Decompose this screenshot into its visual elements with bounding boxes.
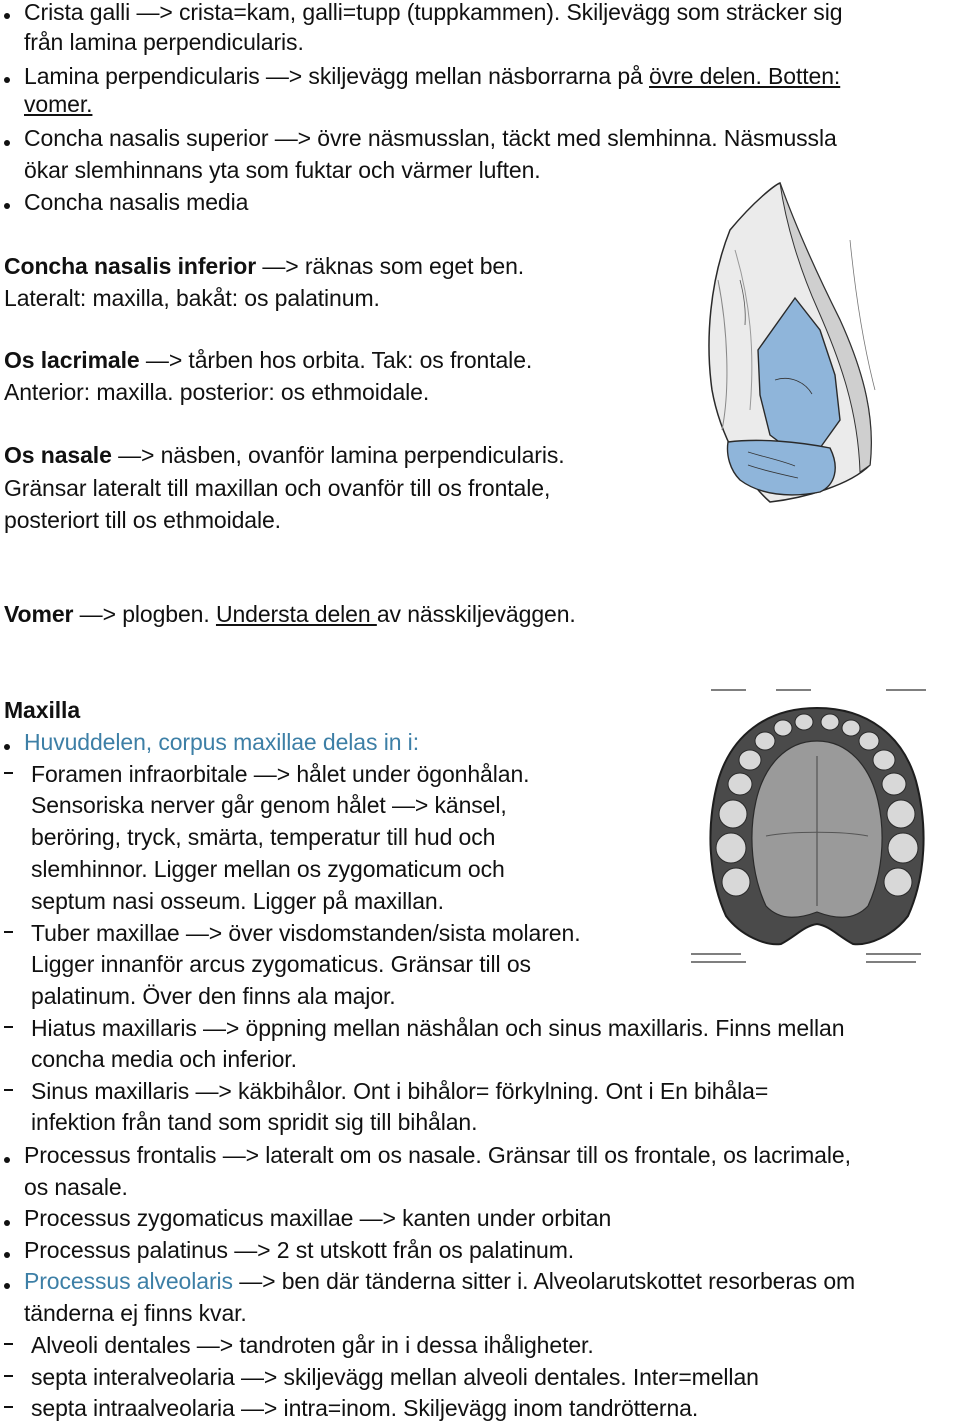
tuber-line3: palatinum. Över den finns ala major.	[31, 983, 396, 1009]
bullet-icon	[4, 1220, 10, 1226]
maxilla-heading: Maxilla	[4, 697, 81, 723]
vomer-line	[4, 600, 576, 628]
maxilla-palate-figure	[686, 686, 948, 976]
os-nasale-text: —> näsben, ovanför lamina perpendicularis.	[111, 442, 565, 468]
concha-inferior-text: —> räknas som eget ben.	[256, 253, 525, 279]
concha-inferior-line1	[4, 252, 524, 280]
bullet-icon	[4, 1252, 10, 1258]
os-nasale-line3: posteriort till os ethmoidale.	[4, 507, 281, 533]
lamina-perpendicularis-line1	[24, 62, 840, 90]
palatinus-line: Processus palatinus —> 2 st utskott från os palatinum.	[24, 1237, 575, 1263]
os-nasale-line2: Gränsar lateralt till maxillan och ovanför till os frontale,	[4, 475, 551, 501]
dash-icon	[4, 931, 13, 933]
foramen-line2: Sensoriska nerver går genom hålet —> känsel,	[31, 792, 507, 818]
nasal-septum-figure	[700, 180, 910, 520]
dash-icon	[4, 1406, 13, 1408]
os-lacrimale-term: Os lacrimale	[4, 347, 140, 373]
sinus-line1: Sinus maxillaris —> käkbihålor. Ont i bihålor= förkylning. Ont i En bihåla=	[31, 1078, 769, 1104]
alveolaris-line2: tänderna ej finns kvar.	[24, 1300, 247, 1326]
tuber-line1: Tuber maxillae —> över visdomstanden/sista molaren.	[31, 920, 581, 946]
corpus-maxillae-line: Huvuddelen, corpus maxillae delas in i:	[24, 729, 419, 755]
sinus-line2: infektion från tand som spridit sig till bihålan.	[31, 1109, 478, 1135]
vomer-text-end: av nässkiljeväggen.	[376, 601, 576, 627]
interalveolaria-line: septa interalveolaria —> skiljevägg mellan alveoli dentales. Inter=mellan	[31, 1364, 759, 1390]
os-lacrimale-text: —> tårben hos orbita. Tak: os frontale.	[139, 347, 533, 373]
alveolaris-text: —> ben där tänderna sitter i. Alveolarutskottet resorberas om	[232, 1268, 856, 1294]
nasal-septum-illustration-icon	[700, 180, 910, 520]
bullet-icon	[4, 1283, 10, 1289]
maxilla-palate-illustration-icon	[686, 686, 948, 976]
bullet-icon	[4, 13, 10, 19]
dash-icon	[4, 772, 13, 774]
intraalveolaria-line: septa intraalveolaria —> intra=inom. Skiljevägg inom tandrötterna.	[31, 1395, 699, 1421]
foramen-line1: Foramen infraorbitale —> hålet under ögonhålan.	[31, 761, 530, 787]
os-nasale-term: Os nasale	[4, 442, 112, 468]
dash-icon	[4, 1343, 13, 1345]
vomer-text: —> plogben.	[73, 601, 216, 627]
lamina-text: Lamina perpendicularis —> skiljevägg mellan näsborrarna på	[24, 63, 650, 89]
bullet-icon	[4, 77, 10, 83]
alveolaris-line1	[24, 1267, 855, 1295]
vomer-term: Vomer	[4, 601, 74, 627]
foramen-line4: slemhinnor. Ligger mellan os zygomaticum och	[31, 856, 505, 882]
concha-media-line: Concha nasalis media	[24, 189, 249, 215]
concha-inferior-line2: Lateralt: maxilla, bakåt: os palatinum.	[4, 285, 380, 311]
dash-icon	[4, 1026, 13, 1028]
crista-galli-line2: från lamina perpendicularis.	[24, 29, 304, 55]
lamina-link-vomer[interactable]: vomer.	[24, 91, 93, 117]
hiatus-line2: concha media och inferior.	[31, 1046, 297, 1072]
alveoli-line: Alveoli dentales —> tandroten går in i dessa ihåligheter.	[31, 1332, 594, 1358]
os-nasale-line1	[4, 441, 565, 469]
bullet-icon	[4, 203, 10, 209]
foramen-line3: beröring, tryck, smärta, temperatur till hud och	[31, 824, 496, 850]
tuber-line2: Ligger innanför arcus zygomaticus. Gränsar till os	[31, 951, 531, 977]
hiatus-line1: Hiatus maxillaris —> öppning mellan näshålan och sinus maxillaris. Finns mellan	[31, 1015, 845, 1041]
bullet-icon	[4, 140, 10, 146]
frontalis-line2: os nasale.	[24, 1174, 128, 1200]
zygomaticus-line: Processus zygomaticus maxillae —> kanten under orbitan	[24, 1205, 612, 1231]
dash-icon	[4, 1089, 13, 1091]
crista-galli-line1: Crista galli —> crista=kam, galli=tupp (tuppkammen). Skiljevägg som sträcker sig	[24, 0, 843, 25]
foramen-line5: septum nasi osseum. Ligger på maxillan.	[31, 888, 444, 914]
concha-inferior-term: Concha nasalis inferior	[4, 253, 257, 279]
os-lacrimale-line2: Anterior: maxilla. posterior: os ethmoidale.	[4, 379, 430, 405]
os-lacrimale-line1	[4, 346, 532, 374]
concha-superior-line1: Concha nasalis superior —> övre näsmusslan, täckt med slemhinna. Näsmussla	[24, 125, 837, 151]
vomer-link[interactable]: Understa delen	[215, 601, 377, 627]
lamina-link[interactable]: övre delen. Botten:	[649, 63, 841, 89]
frontalis-line1: Processus frontalis —> lateralt om os nasale. Gränsar till os frontale, os lacrimale,	[24, 1142, 851, 1168]
bullet-icon	[4, 744, 10, 750]
bullet-icon	[4, 1157, 10, 1163]
alveolaris-term: Processus alveolaris	[24, 1268, 233, 1294]
dash-icon	[4, 1375, 13, 1377]
concha-superior-line2: ökar slemhinnans yta som fuktar och värmer luften.	[24, 157, 541, 183]
